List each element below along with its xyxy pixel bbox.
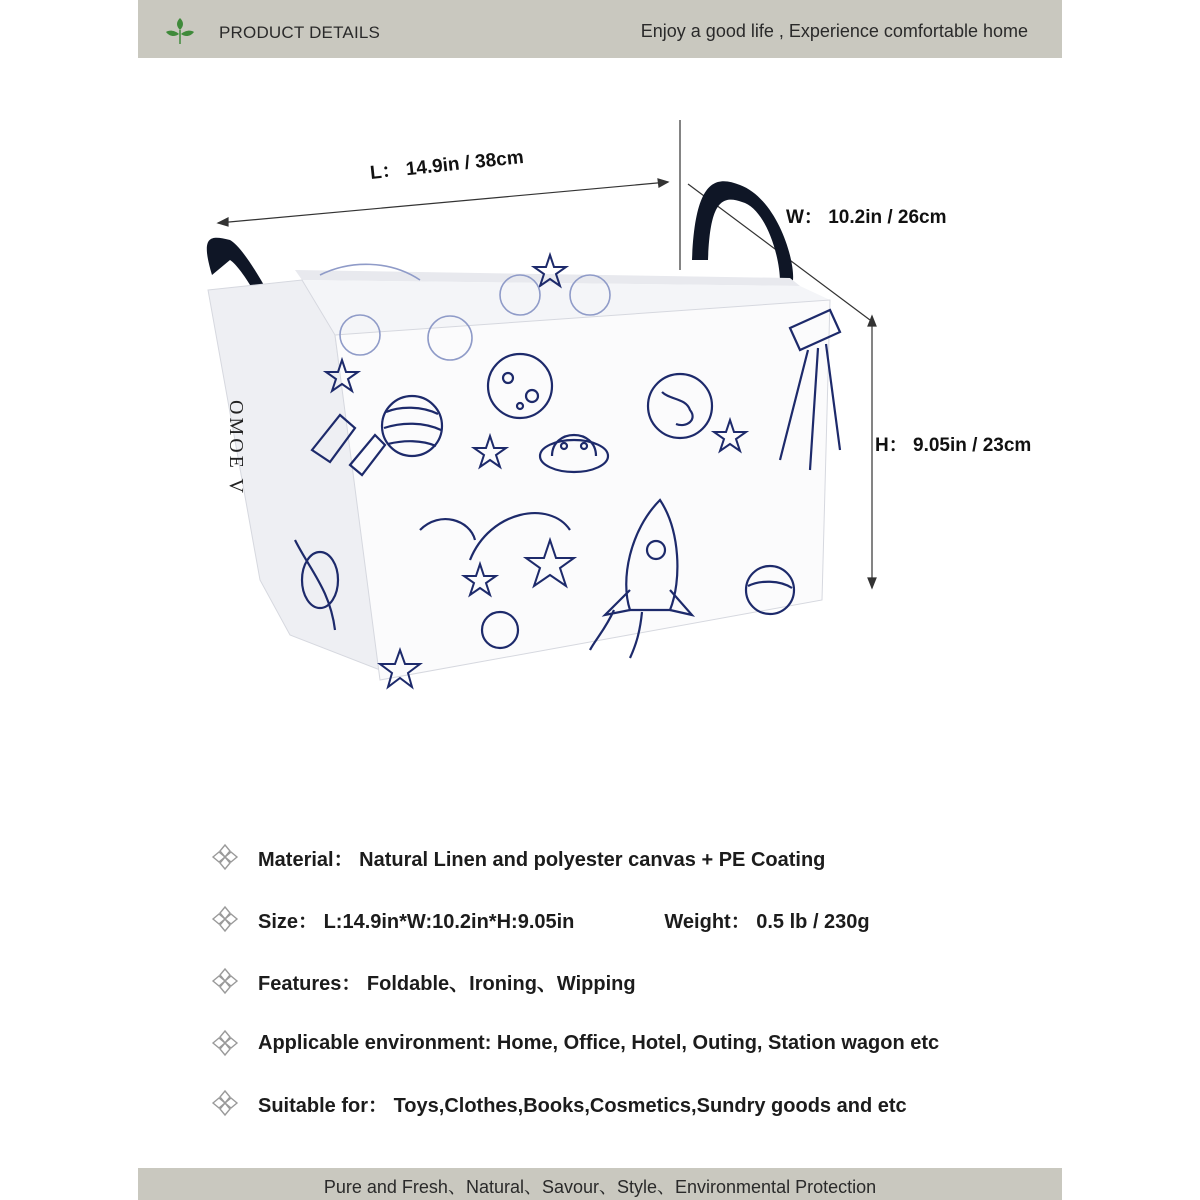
- diamond-bullet-icon: [210, 842, 240, 872]
- spec-material-text: Material： Natural Linen and polyester canvas + PE Coating: [258, 848, 826, 871]
- diamond-bullet-icon: [210, 1088, 240, 1118]
- leaf-icon: [162, 14, 198, 46]
- spec-weight-text: Weight： 0.5 lb / 230g: [664, 910, 870, 933]
- page-title: PRODUCT DETAILS: [219, 23, 381, 42]
- spec-environment-text: Applicable environment: Home, Office, Hotel, Outing, Station wagon etc: [258, 1031, 940, 1054]
- length-dimension-line: [218, 182, 668, 223]
- footer-text: Pure and Fresh、Natural、Savour、Style、Environmental Protection: [323, 1177, 877, 1197]
- length-label: L： 14.9in / 38cm: [369, 146, 525, 184]
- diamond-bullet-icon: [210, 904, 240, 934]
- spec-suitable: [210, 1087, 907, 1119]
- spec-features-text: Features： Foldable、Ironing、Wipping: [258, 972, 636, 995]
- spec-environment: [210, 1027, 939, 1059]
- spec-size-text: Size： L:14.9in*W:10.2in*H:9.05in: [258, 910, 575, 933]
- spec-features: [210, 965, 636, 997]
- basket-body: [208, 270, 830, 680]
- diamond-bullet-icon: [210, 966, 240, 996]
- diamond-bullet-icon: [210, 1028, 240, 1058]
- width-label: W： 10.2in / 26cm: [786, 207, 947, 228]
- spec-material: [210, 841, 825, 873]
- spec-suitable-text: Suitable for： Toys,Clothes,Books,Cosmetics,Sundry goods and etc: [258, 1094, 907, 1117]
- header-slogan: Enjoy a good life , Experience comfortable home: [640, 21, 1028, 41]
- brand-tag: OMOE V: [225, 400, 247, 496]
- storage-basket-image: [190, 110, 1070, 710]
- height-label: H： 9.05in / 23cm: [875, 435, 1032, 456]
- spec-size: [210, 903, 870, 935]
- right-handle: [692, 181, 793, 285]
